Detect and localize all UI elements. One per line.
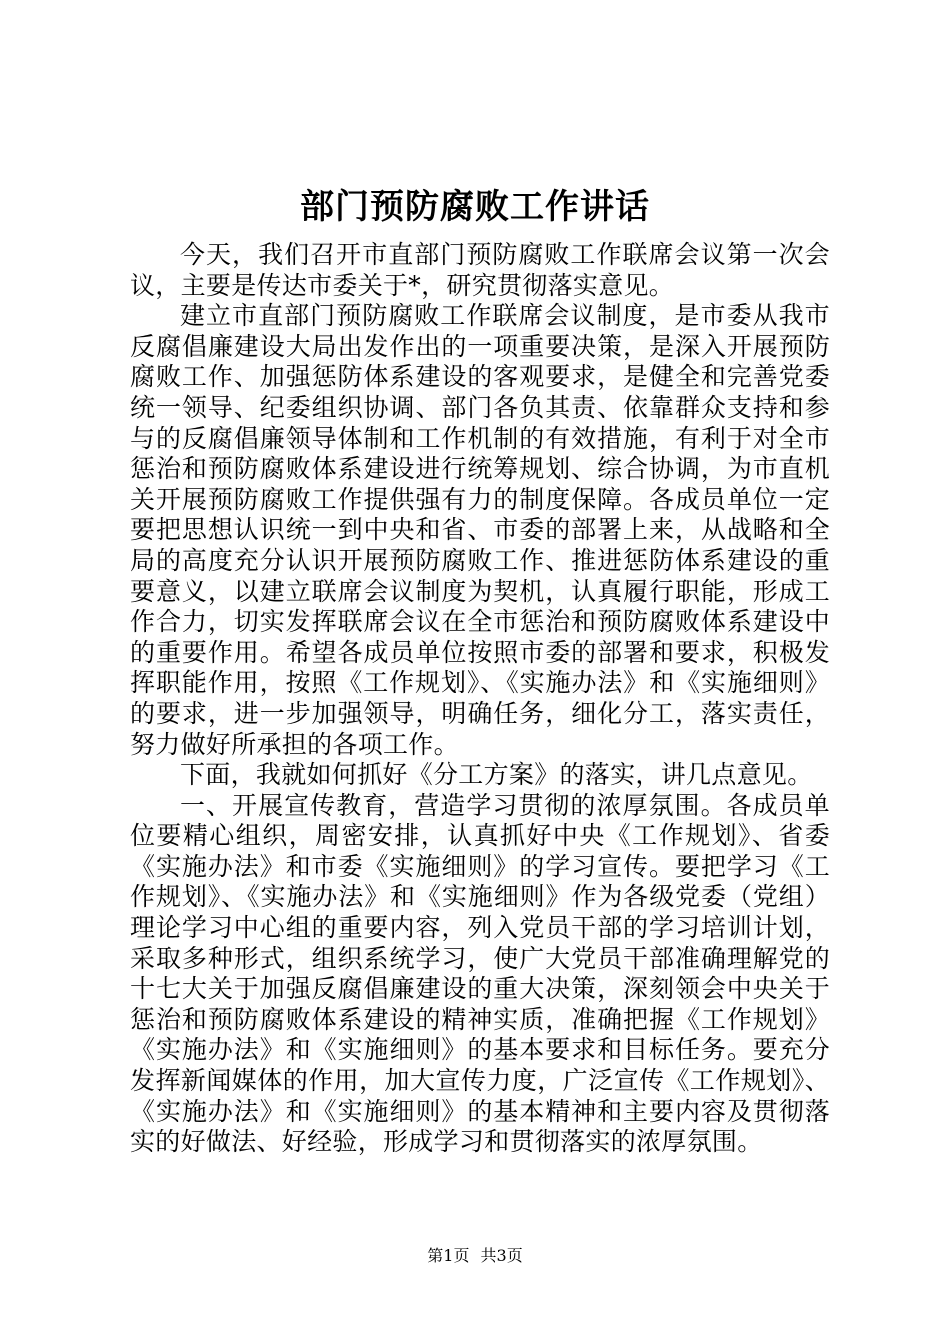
document-title: 部门预防腐败工作讲话 <box>300 187 650 227</box>
paragraph-point-one: 一、开展宣传教育，营造学习贯彻的浓厚氛围。各成员单位要精心组织，周密安排，认真抓好中央《工作规划》、省委《实施办法》和市委《实施细则》的学习宣传。要把学习《工作规划》、《实施办法》和《实施细则》作为各级党委（党组）理论学习中心组的重要内容，列入党员干部的学习培训计划，采取多种形式，组织系统学习，使广大党员干部准确理解党的十七大关于加强反腐倡廉建设的重大决策，深刻领会中央关于惩治和预防腐败体系建设的精神实质，准确把握《工作规划》《实施办法》和《实施细则》的基本要求和目标任务。要充分发挥新闻媒体的作用，加大宣传力度，广泛宣传《工作规划》、《实施办法》和《实施细则》的基本精神和主要内容及贯彻落实的好做法、好经验，形成学习和贯彻落实的浓厚氛围。 <box>130 790 830 1157</box>
page-number: 第1页 <box>427 1246 470 1265</box>
document-body <box>130 240 830 1158</box>
paragraph-opening: 今天，我们召开市直部门预防腐败工作联席会议第一次会议，主要是传达市委关于*，研究贯彻落实意见。 <box>130 240 830 300</box>
paragraph-transition: 下面，我就如何抓好《分工方案》的落实，讲几点意见。 <box>180 760 813 790</box>
page-footer <box>0 1244 950 1268</box>
paragraph-significance: 建立市直部门预防腐败工作联席会议制度，是市委从我市反腐倡廉建设大局出发作出的一项重要决策，是深入开展预防腐败工作、加强惩防体系建设的客观要求，是健全和完善党委统一领导、纪委组织协调、部门各负其责、依靠群众支持和参与的反腐倡廉领导体制和工作机制的有效措施，有利于对全市惩治和预防腐败体系建设进行统筹规划、综合协调，为市直机关开展预防腐败工作提供强有力的制度保障。各成员单位一定要把思想认识统一到中央和省、市委的部署上来，从战略和全局的高度充分认识开展预防腐败工作、推进惩防体系建设的重要意义，以建立联席会议制度为契机，认真履行职能，形成工作合力，切实发挥联席会议在全市惩治和预防腐败体系建设中的重要作用。希望各成员单位按照市委的部署和要求，积极发挥职能作用，按照《工作规划》、《实施办法》和《实施细则》的要求，进一步加强领导，明确任务，细化分工，落实责任，努力做好所承担的各项工作。 <box>130 301 830 759</box>
page-total: 共3页 <box>480 1246 523 1265</box>
